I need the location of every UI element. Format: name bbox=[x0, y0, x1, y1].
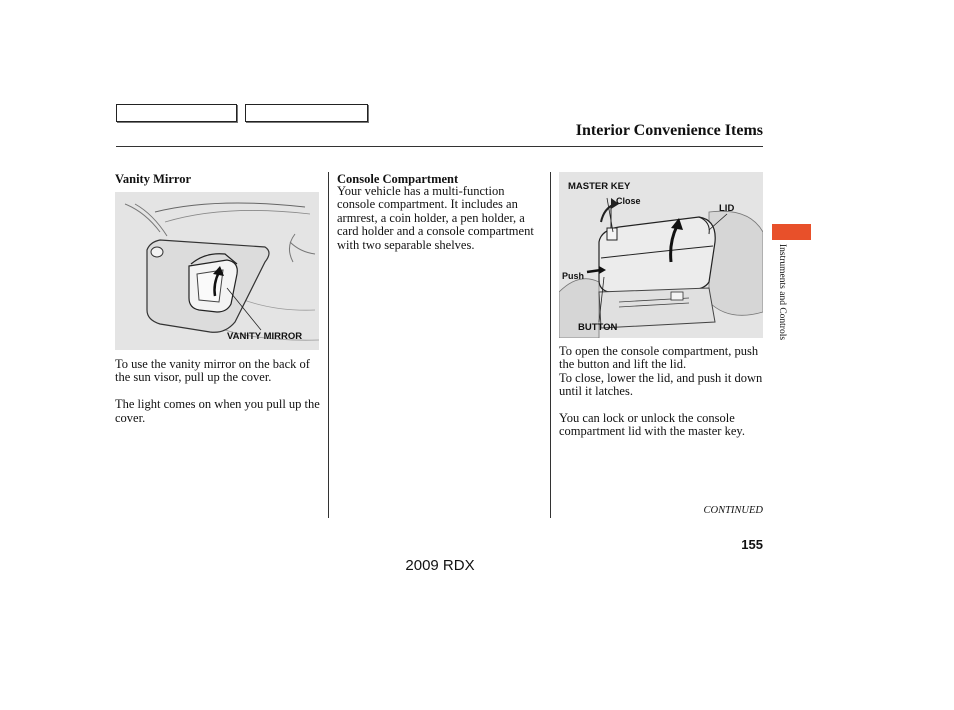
model-footer: 2009 RDX bbox=[405, 557, 475, 574]
lid-label: LID bbox=[719, 203, 735, 214]
console-instructions bbox=[559, 345, 769, 439]
console-instruction-lock: You can lock or unlock the console compartment lid with the master key. bbox=[559, 411, 745, 439]
column-divider-1 bbox=[328, 172, 329, 518]
page-number: 155 bbox=[741, 537, 763, 552]
vanity-mirror-heading: Vanity Mirror bbox=[115, 172, 192, 186]
vanity-mirror-paragraph-1: To use the vanity mirror on the back of the sun visor, pull up the cover. bbox=[115, 357, 310, 385]
console-instruction-close: To close, lower the lid, and push it down until it latches. bbox=[559, 370, 763, 399]
console-compartment-figure bbox=[559, 172, 763, 338]
continued-note: CONTINUED bbox=[703, 505, 763, 516]
button-label: BUTTON bbox=[578, 322, 618, 333]
push-label: Push bbox=[562, 271, 585, 281]
vanity-mirror-text bbox=[115, 358, 325, 425]
close-label: Close bbox=[616, 196, 641, 206]
vanity-mirror-illustration-icon bbox=[115, 192, 319, 350]
master-key-label: MASTER KEY bbox=[568, 181, 631, 192]
console-compartment-heading: Console Compartment bbox=[337, 172, 459, 186]
vanity-mirror-figure bbox=[115, 192, 319, 350]
console-intro-paragraph: Your vehicle has a multi-function console compartment. It includes an armrest, a coin holder, a pen holder, a card holder and a console compartment with two separable shelves. bbox=[337, 184, 534, 252]
console-compartment-intro bbox=[337, 185, 543, 252]
nav-box-right[interactable] bbox=[245, 104, 368, 122]
console-instruction-open: To open the console compartment, push the button and lift the lid. bbox=[559, 344, 759, 372]
column-divider-2 bbox=[550, 172, 551, 518]
vanity-mirror-paragraph-2: The light comes on when you pull up the cover. bbox=[115, 397, 320, 425]
vanity-mirror-label: VANITY MIRROR bbox=[227, 331, 303, 342]
title-divider bbox=[116, 146, 763, 147]
page-title: Interior Convenience Items bbox=[575, 122, 763, 139]
section-tab[interactable] bbox=[772, 224, 811, 240]
section-tab-label: Instruments and Controls bbox=[777, 244, 787, 341]
nav-box-left[interactable] bbox=[116, 104, 237, 122]
console-compartment-illustration-icon bbox=[559, 172, 763, 338]
